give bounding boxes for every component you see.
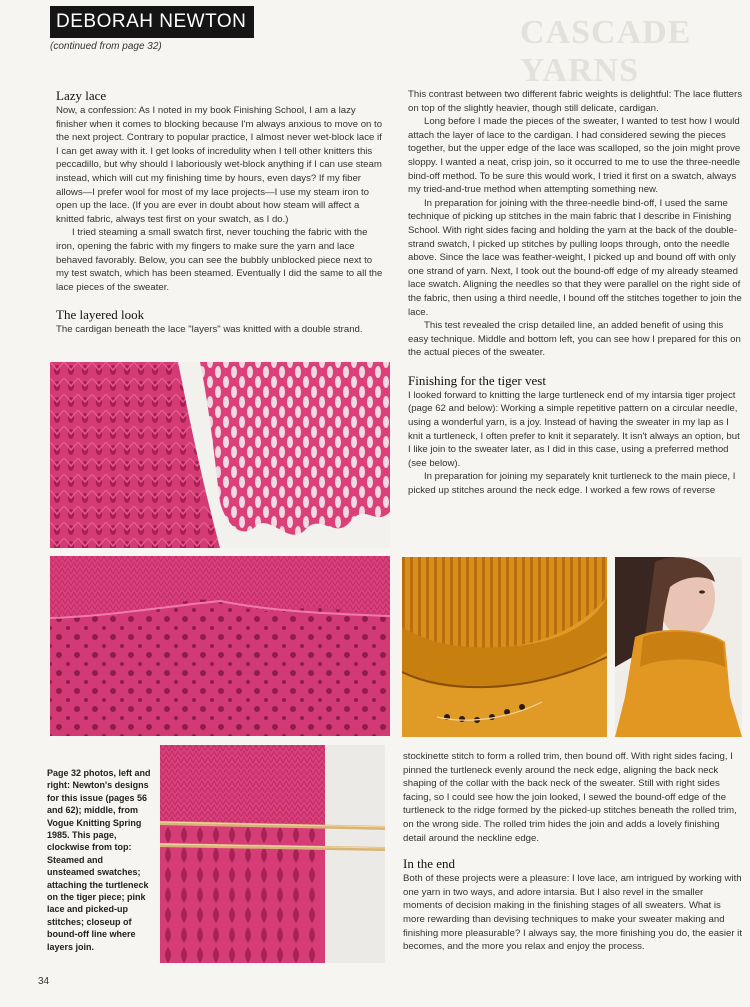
page-number: 34 <box>38 976 50 987</box>
paragraph: The cardigan beneath the lace "layers" was knitted with a double strand. <box>56 324 363 336</box>
unsteamed-swatch <box>50 362 220 548</box>
turtleneck-closeup-photo <box>402 557 607 737</box>
author-title: DEBORAH NEWTON <box>56 11 247 32</box>
continued-note: (continued from page 32) <box>50 41 162 52</box>
left-column <box>56 88 386 337</box>
steamed-swatch <box>200 362 390 535</box>
pink-lace-photo <box>50 556 390 736</box>
right-column <box>408 88 742 498</box>
paragraph: In preparation for joining with the three-needle bind-off, I used the same technique of picking up stitches in the main fabric that I describe in Finishing School. With right sides facing and holding the yarn at the back of the double-strand swatch, I picked up stitches by pulling loops through, onto the needle above. Since the lace was feather-weight, I picked up and bound off with only one strand of yarn. Next, I took out the bound-off edge of my already steamed lace swatch. Aligning the needles so that they were parallel on the right side of the fabric, then using a third needle, I bound off the stitches together to join the lace. <box>408 197 742 318</box>
swatches-photo <box>50 362 390 548</box>
paragraph: Both of these projects were a pleasure: I love lace, am intrigued by working with one yarn in two ways, and adore intarsia. But I also revel in the smaller moments of decision making in the finishing stages of all sweaters. What is more rewarding than devising techniques to make your sweater making and finishing more pleasurable? I always say, the more finishing you do, the easier it becomes, and the more you relax and enjoy the process. <box>403 873 742 953</box>
paragraph: In preparation for joining my separately knit turtleneck to the main piece, I picked up stitches around the neck edge. I worked a few rows of reverse <box>408 471 736 497</box>
lace-needles-photo <box>160 745 385 963</box>
heading-lazy-lace: Lazy lace <box>56 88 107 103</box>
paragraph: This test revealed the crisp detailed line, an added benefit of using this easy technique. Middle and bottom left, you can see how I prepared for this on the actual pieces of the sweater. <box>408 320 741 359</box>
heading-layered-look: The layered look <box>56 307 145 323</box>
author-title-bar <box>50 6 254 38</box>
paragraph: Long before I made the pieces of the sweater, I wanted to test how I would attach the layer of lace to the cardigan. I had considered sewing the pieces together, but the upper edge of the lace was scalloped, so the join might prove sloppy. I wanted a neat, crisp join, so it occurred to me to use the three-needle bind-off method. To be sure this would work, I tried it first on a swatch, always my tried-and-true method when attempting something new. <box>408 116 741 196</box>
paragraph: This contrast between two different fabric weights is delightful: The lace flutters on top of the slightly heavier, though still delicate, cardigan. <box>408 89 742 114</box>
photo-caption: Page 32 photos, left and right: Newton's designs for this issue (pages 56 and 62); middle, from Vogue Knitting Spring 1985. This page, clockwise from top: Steamed and unsteamed swatches; attaching the turtleneck on the tiger piece; pink lace and picked-up stitches; closeup of bound-off line where layers join. <box>47 768 151 952</box>
model-photo <box>615 557 742 737</box>
paragraph: Now, a confession: As I noted in my book Finishing School, I am a lazy finisher when it comes to blocking because I'm always anxious to move on to the next project. Contrary to popular practice, I almost never wet-block lace if I can get away with it. I get looks of incredulity when I tell other knitters this peccadillo, but why should I laboriously wet-block anything if I can use steam instead, which will cut my finishing time by hours, even days? If my fiber allows—I prefer wool for most of my lace projects—I use my steam iron to open up the lace. (If you are ever in doubt about how steam will affect a knitted fabric, always test first on your swatch, as I do.) <box>56 105 383 225</box>
heading-tiger-vest: Finishing for the tiger vest <box>408 372 546 388</box>
heading-in-the-end: In the end <box>403 856 455 872</box>
watermark: CASCADE YARNS <box>520 14 692 89</box>
paragraph: I tried steaming a small swatch first, never touching the fabric with the iron, opening the fabric with my fingers to make sure the yarn and lace behaved favorably. Below, you can see the bubbly unblocked piece next to my test swatch, which has been steamed. Eventually I did the same to all the lace pieces of the sweater. <box>56 227 383 293</box>
lower-right-column <box>403 750 743 954</box>
paragraph: stockinette stitch to form a rolled trim, then bound off. With right sides facing, I pinned the turtleneck evenly around the neck edge, aligning the back neck shaping of the collar with the back neck of the sweater. Still with right sides facing, so I could see how the join looked, I sewed the bound-off edge of the turtleneck to the ridge formed by the picked-up stitches beneath the rolled trim, on the wrong side. The rolled trim hides the join and adds a lovely finishing detail around the neckline edge. <box>403 751 737 844</box>
paragraph: I looked forward to knitting the large turtleneck end of my intarsia tiger project (page 62 and below): Working a simple repetitive pattern on a circular needle, using a wonderful yarn, is a joy. Instead of having the sweater in my lap as I knit a turtleneck, I often prefer to knit it separately. It isn't always an option, but I like join to the sweater later, as I did in this case, using a preferred method (see below). <box>408 389 740 469</box>
